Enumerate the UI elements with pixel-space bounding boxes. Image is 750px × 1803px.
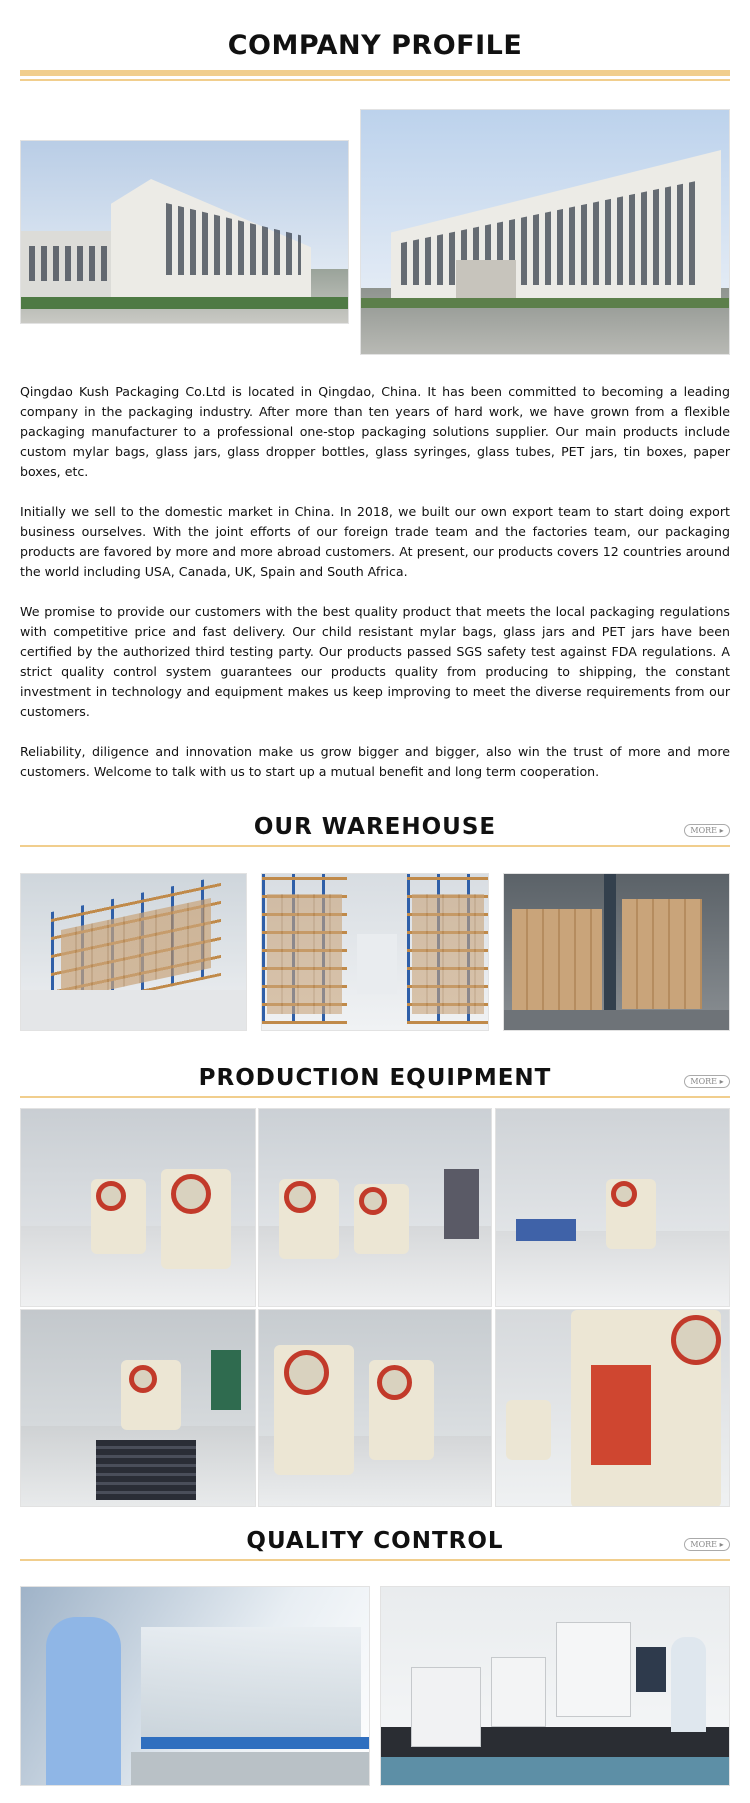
warehouse-photo-2 — [261, 873, 489, 1031]
intro-paragraph-4: Reliability, diligence and innovation make us grow bigger and bigger, also win the trust of more and more customers. Welcome to talk with us to start up a mutual benefit and long term cooperation. — [20, 744, 730, 779]
title-underline-thin — [20, 79, 730, 81]
more-button-equipment[interactable]: MORE ▸ — [684, 1075, 730, 1088]
section-title-equipment: PRODUCTION EQUIPMENT — [198, 1065, 552, 1091]
section-title-warehouse: OUR WAREHOUSE — [253, 814, 497, 840]
equipment-photo-5 — [258, 1309, 492, 1507]
equipment-photo-6 — [495, 1309, 730, 1507]
section-rule-quality — [20, 1559, 730, 1561]
section-rule-warehouse — [20, 845, 730, 847]
quality-photo-2 — [380, 1586, 730, 1786]
equipment-photo-1 — [20, 1108, 256, 1307]
quality-photo-1 — [20, 1586, 370, 1786]
more-button-quality[interactable]: MORE ▸ — [684, 1538, 730, 1551]
building-photo-1 — [20, 140, 349, 324]
section-title-quality: QUALITY CONTROL — [246, 1528, 504, 1554]
intro-paragraph-3: We promise to provide our customers with the best quality product that meets the local packaging regulations with competitive price and fast delivery. Our child resistant mylar bags, glass jars and PET jars have been certified by the authorized third testing party. Our products passed SGS safety test against FDA regulations. A strict quality control system guarantees our products quality from producing to shipping, the constant investment in technology and equipment makes us keep improving to meet the diverse requirements from our customers. — [20, 604, 730, 719]
building-photo-2 — [360, 109, 730, 355]
warehouse-photo-1 — [20, 873, 247, 1031]
intro-paragraph-1: Qingdao Kush Packaging Co.Ltd is located in Qingdao, China. It has been committed to becoming a leading company in the packaging industry. After more than ten years of hard work, we have grown from a flexible packaging manufacturer to a professional one-stop packaging solutions supplier. Our main products include custom mylar bags, glass jars, glass dropper bottles, glass syringes, glass tubes, PET jars, tin boxes, paper boxes, etc. — [20, 384, 730, 479]
equipment-photo-4 — [20, 1309, 256, 1507]
section-rule-equipment — [20, 1096, 730, 1098]
equipment-photo-2 — [258, 1108, 492, 1307]
intro-paragraph-2: Initially we sell to the domestic market in China. In 2018, we built our own export team to start doing export business ourselves. With the joint efforts of our foreign trade team and the factories team, our packaging products are favored by more and more abroad customers. At present, our products covers 12 countries around the world including USA, Canada, UK, Spain and South Africa. — [20, 504, 730, 579]
page-title: COMPANY PROFILE — [227, 30, 523, 61]
warehouse-photo-3 — [503, 873, 730, 1031]
more-button-warehouse[interactable]: MORE ▸ — [684, 824, 730, 837]
equipment-photo-3 — [495, 1108, 730, 1307]
title-underline — [20, 70, 730, 76]
